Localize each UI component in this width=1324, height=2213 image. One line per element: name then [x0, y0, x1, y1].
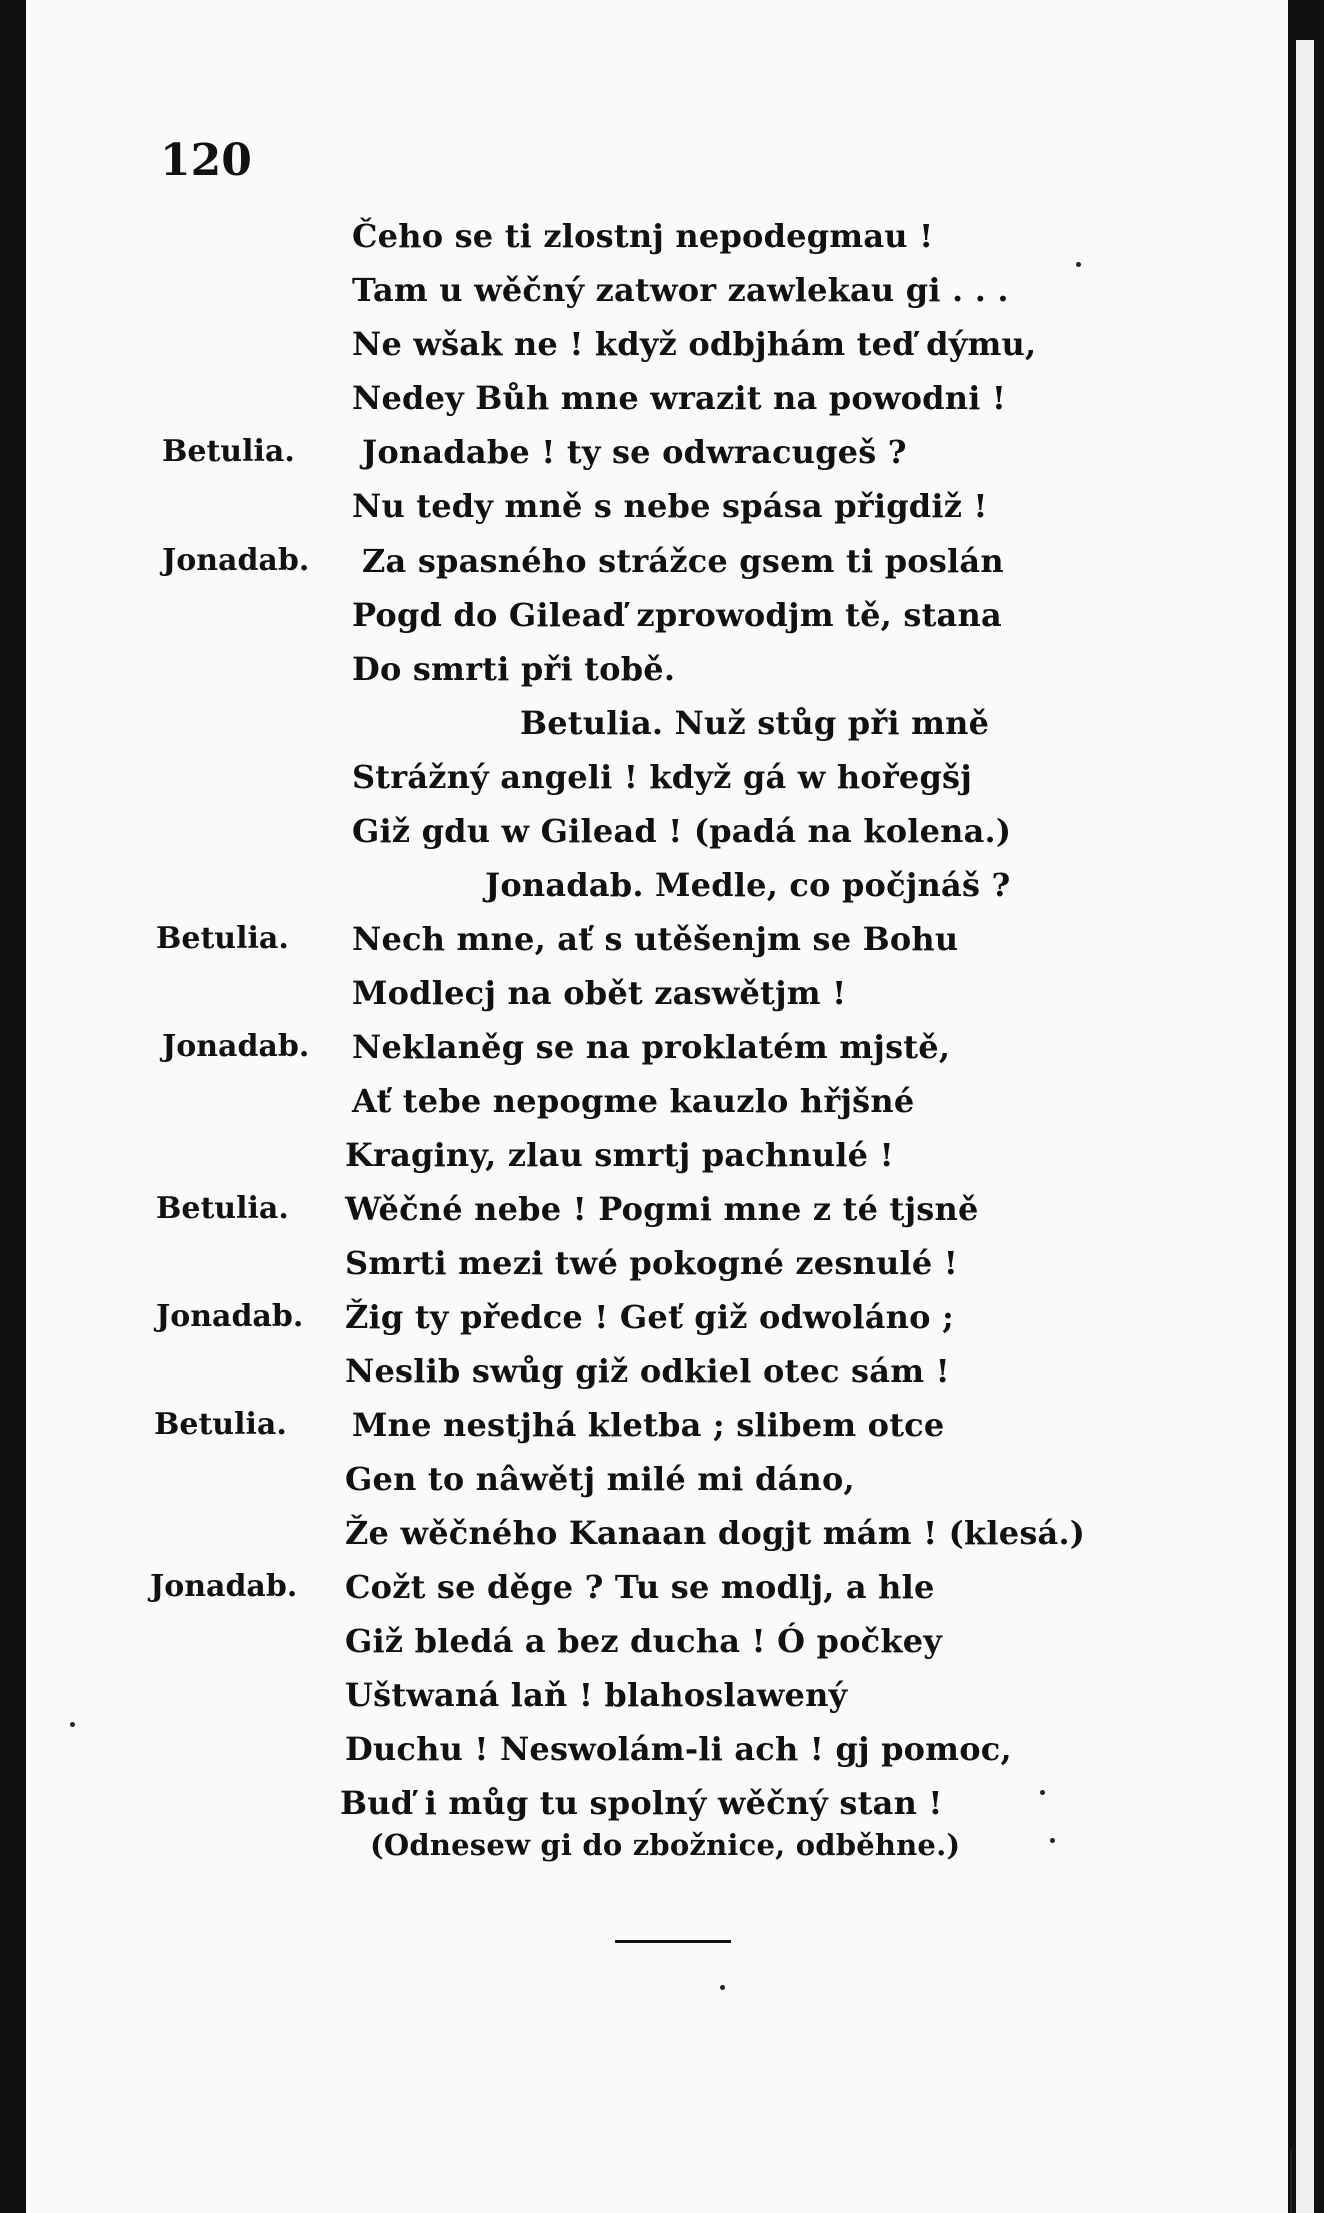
- speaker-name: Jonadab.: [162, 543, 310, 578]
- dialogue-line: [0, 209, 1280, 263]
- dialogue-line: [0, 425, 1280, 479]
- dialogue-line: [0, 1344, 1280, 1398]
- speaker-name: Jonadab.: [156, 1299, 304, 1334]
- verse-text: Kraginy, zlau smrtj pachnulé !: [345, 1136, 894, 1174]
- verse-text: Nedey Bůh mne wrazit na powodni !: [352, 379, 1007, 417]
- dialogue-line: [0, 588, 1280, 642]
- ink-speck: [1076, 262, 1081, 267]
- verse-text: Pogd do Gileaď zprowodjm tě, stana: [352, 596, 1002, 634]
- verse-text: Mne nestjhá kletba ; slibem otce: [352, 1406, 945, 1444]
- dialogue-line: [0, 1182, 1280, 1236]
- dialogue-line: [0, 804, 1280, 858]
- dialogue-line: [0, 534, 1280, 588]
- verse-text: Ať tebe nepogme kauzlo hřjšné: [352, 1082, 915, 1120]
- verse-text: Žig ty předce ! Geť giž odwoláno ;: [345, 1298, 955, 1336]
- dialogue-line: [0, 1236, 1280, 1290]
- scan-edge-mark: [1290, 2150, 1292, 2213]
- dialogue-line: [0, 750, 1280, 804]
- verse-text: Strážný angeli ! když gá w hořegšj: [352, 758, 973, 796]
- dialogue-line: [0, 1074, 1280, 1128]
- verse-text: Za spasného strážce gsem ti poslán: [362, 542, 1004, 580]
- speaker-name: Betulia.: [162, 434, 295, 469]
- verse-text: Jonadab. Medle, co počjnáš ?: [485, 866, 1011, 904]
- speaker-name: Betulia.: [154, 1407, 287, 1442]
- dialogue-line: [0, 1128, 1280, 1182]
- verse-text: Giž gdu w Gilead ! (padá na kolena.): [352, 812, 1012, 850]
- verse-text: Do smrti při tobě.: [352, 650, 676, 688]
- verse-text: Nech mne, ať s utěšenjm se Bohu: [352, 920, 959, 958]
- verse-text: Že wěčného Kanaan dogjt mám ! (klesá.): [345, 1514, 1086, 1552]
- dialogue-line: [0, 966, 1280, 1020]
- verse-text: Čeho se ti zlostnj nepodegmau !: [352, 217, 934, 255]
- dialogue-line: [0, 1722, 1280, 1776]
- verse-text: Uštwaná laň ! blahoslawený: [345, 1676, 848, 1714]
- dialogue-line: [0, 858, 1280, 912]
- dialogue-line: [0, 1398, 1280, 1452]
- dialogue-line: [0, 1290, 1280, 1344]
- dialogue-line: [0, 371, 1280, 425]
- verse-text: Wěčné nebe ! Pogmi mne z té tjsně: [345, 1190, 979, 1228]
- page-number: 120: [160, 135, 252, 186]
- verse-text: Jonadabe ! ty se odwracugeš ?: [362, 433, 907, 471]
- verse-text: Duchu ! Neswolám-li ach ! gj pomoc,: [345, 1730, 1012, 1768]
- verse-text: Tam u wěčný zatwor zawlekau gi . . .: [352, 271, 1009, 309]
- verse-text: Buď i můg tu spolný wěčný stan !: [340, 1784, 943, 1822]
- dialogue-line: [0, 263, 1280, 317]
- stage-direction: (Odnesew gi do zbožnice, odběhne.): [370, 1828, 961, 1862]
- speaker-name: Jonadab.: [162, 1029, 310, 1064]
- dialogue-line: [0, 696, 1280, 750]
- speaker-name: Betulia.: [156, 921, 289, 956]
- verse-text: Ne wšak ne ! když odbjhám teď dýmu,: [352, 325, 1037, 363]
- verse-text: Smrti mezi twé pokogné zesnulé !: [345, 1244, 958, 1282]
- ink-speck: [1050, 1838, 1055, 1843]
- dialogue-line: [0, 1614, 1280, 1668]
- verse-text: Neklaněg se na proklatém mjstě,: [352, 1028, 951, 1066]
- speaker-name: Jonadab.: [150, 1569, 298, 1604]
- verse-text: Modlecj na obět zaswětjm !: [352, 974, 847, 1012]
- adjacent-page-edge: [1296, 40, 1314, 2213]
- dialogue-line: [0, 1506, 1280, 1560]
- section-divider: [615, 1940, 731, 1943]
- dialogue-line: [0, 1020, 1280, 1074]
- ink-speck: [1040, 1790, 1045, 1795]
- verse-text: Nu tedy mně s nebe spása přigdiž !: [352, 487, 988, 525]
- dialogue-line: [0, 1668, 1280, 1722]
- dialogue-line: [0, 317, 1280, 371]
- verse-text: Neslib swůg giž odkiel otec sám !: [345, 1352, 950, 1390]
- ink-speck: [70, 1722, 75, 1727]
- ink-speck: [720, 1985, 725, 1990]
- verse-text: Giž bledá a bez ducha ! Ó počkey: [345, 1622, 943, 1660]
- verse-text: Gen to nâwětj milé mi dáno,: [345, 1460, 855, 1498]
- dialogue-line: [0, 642, 1280, 696]
- dialogue-line: [0, 479, 1280, 533]
- dialogue-line: [0, 1452, 1280, 1506]
- dialogue-line: [0, 912, 1280, 966]
- dialogue-line: [0, 1560, 1280, 1614]
- verse-text: Betulia. Nuž stůg při mně: [520, 704, 990, 742]
- speaker-name: Betulia.: [156, 1191, 289, 1226]
- verse-text: Cožt se děge ? Tu se modlj, a hle: [345, 1568, 935, 1606]
